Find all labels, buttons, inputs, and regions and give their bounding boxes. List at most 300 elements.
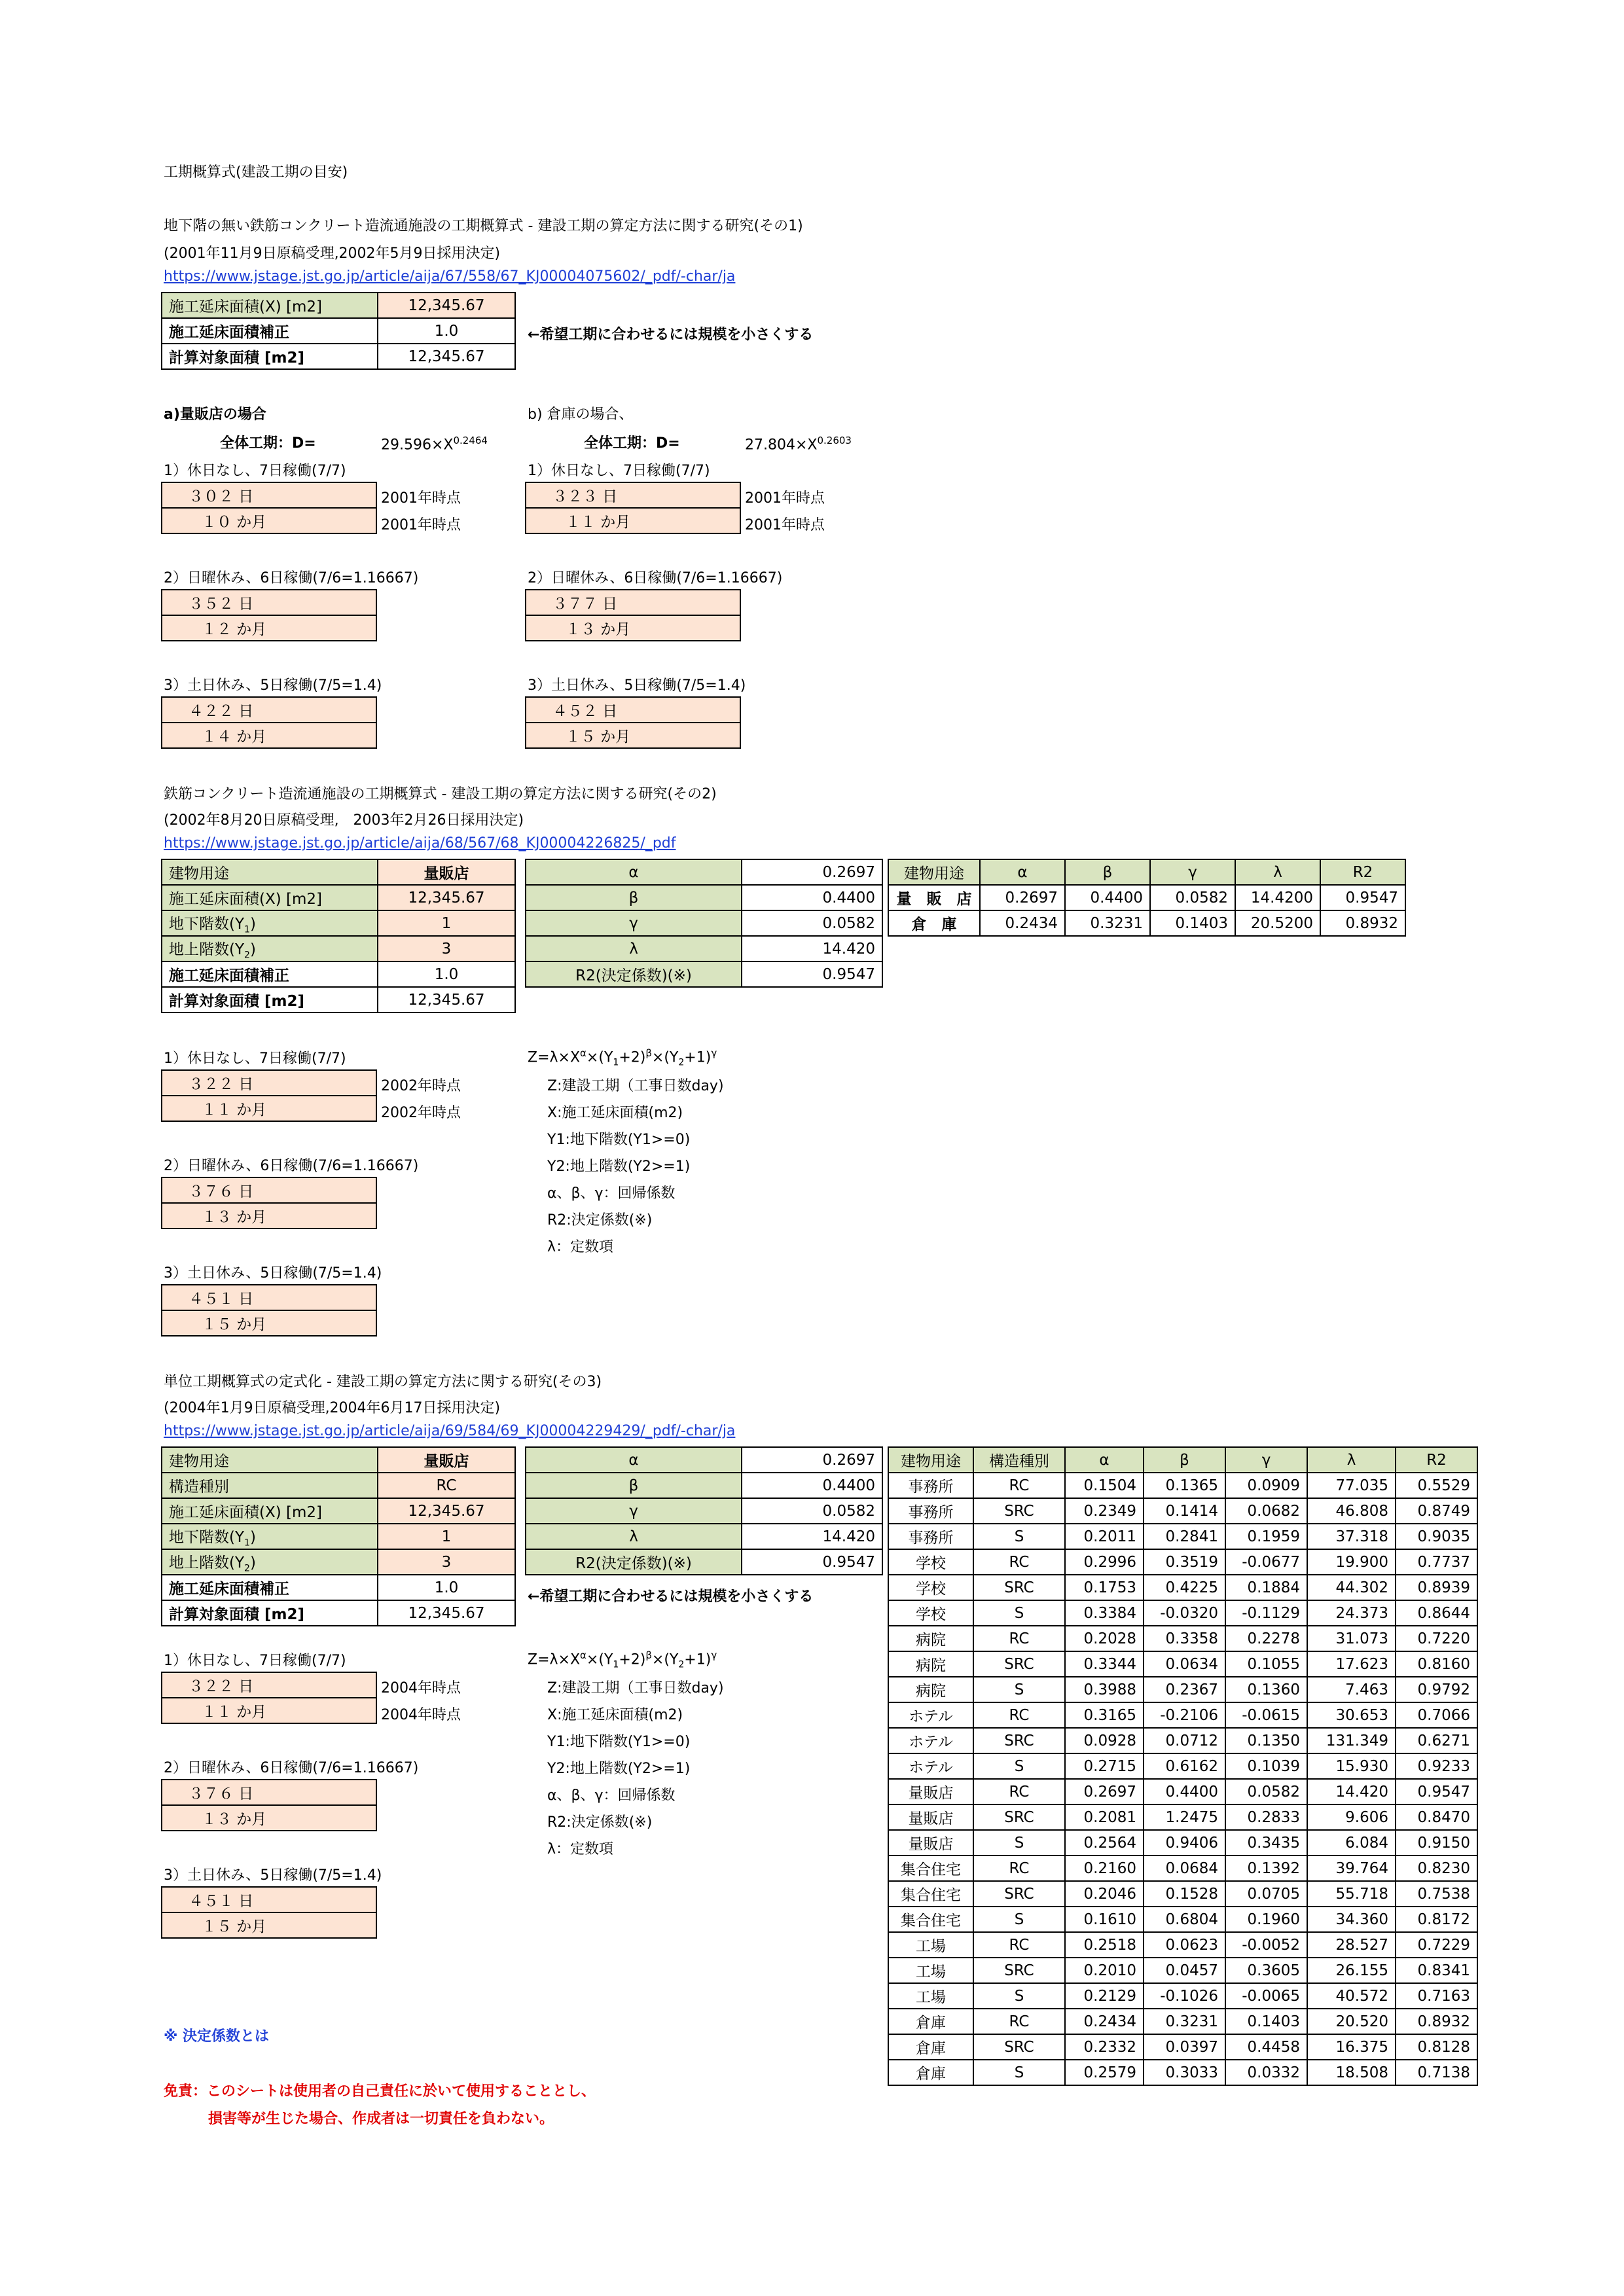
table-row — [888, 1779, 1477, 1804]
table-cell: 0.8470 — [1396, 1804, 1477, 1830]
table-cell: 事務所 — [888, 1524, 973, 1549]
table-cell: ホテル — [888, 1728, 973, 1753]
sec1-a-formula-label: 全体工期：D= — [220, 435, 316, 452]
table-cell: 20.520 — [1307, 2009, 1396, 2034]
coef-value: 0.0582 — [742, 1498, 882, 1524]
table-row — [888, 1728, 1477, 1753]
days-value: ３７６ 日 — [162, 1780, 376, 1805]
sec3-period2-table — [161, 1779, 377, 1831]
table-cell: 0.9792 — [1396, 1677, 1477, 1702]
table-cell: 0.8939 — [1396, 1575, 1477, 1600]
table-cell: 6.084 — [1307, 1830, 1396, 1856]
table-cell: -0.0615 — [1225, 1702, 1307, 1728]
table-row — [888, 1804, 1477, 1830]
input-label: 施工延床面積(X) [m2] — [162, 885, 378, 910]
table-cell: 0.0397 — [1144, 2034, 1225, 2060]
table-cell: 14.4200 — [1235, 885, 1320, 910]
table-cell: 0.0582 — [1150, 885, 1235, 910]
days-value: ３２２ 日 — [162, 1672, 376, 1698]
input-label: 施工延床面積(X) [m2] — [162, 1498, 378, 1524]
table-cell: 倉庫 — [888, 2009, 973, 2034]
table-cell: 0.2332 — [1065, 2034, 1144, 2060]
table-header: α — [1065, 1447, 1144, 1473]
calc-area-value: 12,345.67 — [378, 1600, 515, 1626]
building-use-select[interactable]: 量販店 — [378, 1447, 515, 1473]
table-cell: RC — [973, 1932, 1065, 1958]
legend-item: Z:建設工期（工事日数day) — [547, 1078, 724, 1094]
sec2-url-link[interactable]: https://www.jstage.jst.go.jp/article/aija/68/567/68_KJ00004226825/_pdf — [164, 835, 676, 852]
table-header: R2 — [1396, 1447, 1477, 1473]
table-cell: 0.0684 — [1144, 1856, 1225, 1881]
sec1-b-formula-label: 全体工期：D= — [584, 435, 680, 452]
table-cell: 24.373 — [1307, 1600, 1396, 1626]
sec1-b-period-heading: 2）日曜休み、6日稼働(7/6=1.16667) — [528, 570, 783, 586]
table-cell: 0.1414 — [1144, 1498, 1225, 1524]
sec1-dates: (2001年11月9日原稿受理,2002年5月9日採用決定) — [164, 245, 501, 262]
table-header: λ — [1235, 859, 1320, 885]
area-input[interactable]: 12,345.67 — [378, 885, 515, 910]
disclaimer-line-1: 免責：このシートは使用者の自己責任に於いて使用することとし、 — [164, 2083, 596, 2100]
table-header: λ — [1307, 1447, 1396, 1473]
sec3-title: 単位工期概算式の定式化 - 建設工期の算定方法に関する研究(その3) — [164, 1374, 602, 1390]
table-cell: 0.8932 — [1396, 2009, 1477, 2034]
table-row — [888, 1473, 1477, 1498]
table-cell: 0.4225 — [1144, 1575, 1225, 1600]
legend-item: λ：定数項 — [547, 1841, 614, 1857]
legend-item: Y1:地下階数(Y1>=0) — [547, 1734, 691, 1750]
input-label: 計算対象面積 [m2] — [162, 987, 378, 1013]
table-cell: 0.6804 — [1144, 1907, 1225, 1932]
table-cell: 工場 — [888, 1958, 973, 1983]
table-cell: 0.7066 — [1396, 1702, 1477, 1728]
table-cell: 0.1884 — [1225, 1575, 1307, 1600]
table-header: 構造種別 — [973, 1447, 1065, 1473]
table-cell: 26.155 — [1307, 1958, 1396, 1983]
disclaimer-line-2: 損害等が生じた場合、作成者は一切責任を負わない。 — [208, 2111, 554, 2127]
months-value: １３ か月 — [526, 615, 740, 641]
sec2-period-heading: 1）休日なし、7日稼働(7/7) — [164, 1050, 346, 1067]
table-cell: 0.2434 — [1065, 2009, 1144, 2034]
input-label: 地上階数$(Y_2)$ — [162, 1549, 378, 1575]
table-cell: 0.1350 — [1225, 1728, 1307, 1753]
table-cell: 0.3033 — [1144, 2060, 1225, 2085]
table-cell: 0.8128 — [1396, 2034, 1477, 2060]
months-value: １１ か月 — [526, 508, 740, 533]
sec2-title: 鉄筋コンクリート造流通施設の工期概算式 - 建設工期の算定方法に関する研究(その2) — [164, 786, 717, 802]
table-row — [888, 2060, 1477, 2085]
table-cell: RC — [973, 1549, 1065, 1575]
table-cell: 0.7220 — [1396, 1626, 1477, 1651]
sec1-b-title: b) 倉庫の場合、 — [528, 406, 634, 423]
table-cell: 0.6162 — [1144, 1753, 1225, 1779]
table-row — [888, 1856, 1477, 1881]
above-floors-input[interactable]: 3 — [378, 936, 515, 961]
table-cell: S — [973, 2060, 1065, 2085]
area-correction-input[interactable]: 1.0 — [378, 961, 515, 987]
coef-value: 14.420 — [742, 936, 882, 961]
table-header: β — [1144, 1447, 1225, 1473]
table-cell: 0.3988 — [1065, 1677, 1144, 1702]
coef-label: α — [526, 1447, 742, 1473]
table-cell: -0.0052 — [1225, 1932, 1307, 1958]
basement-floors-input[interactable]: 1 — [378, 1524, 515, 1549]
table-cell: 0.4400 — [1065, 885, 1150, 910]
sec3-period3-table — [161, 1886, 377, 1939]
table-cell: 0.0332 — [1225, 2060, 1307, 2085]
days-value: ３２３ 日 — [526, 482, 740, 508]
table-cell: 0.3435 — [1225, 1830, 1307, 1856]
input-row — [162, 293, 515, 318]
input-label: 施工延床面積補正 — [162, 1575, 378, 1600]
table-header: α — [980, 859, 1065, 885]
table-cell: 0.8230 — [1396, 1856, 1477, 1881]
table-cell: 集合住宅 — [888, 1856, 973, 1881]
table-cell: 0.9406 — [1144, 1830, 1225, 1856]
table-cell: 病院 — [888, 1651, 973, 1677]
table-cell: 0.1753 — [1065, 1575, 1144, 1600]
table-header: 建物用途 — [888, 1447, 973, 1473]
table-cell: 9.606 — [1307, 1804, 1396, 1830]
table-cell: RC — [973, 1702, 1065, 1728]
coef-value: 0.2697 — [742, 1447, 882, 1473]
table-row — [888, 1907, 1477, 1932]
sec2-period-heading: 2）日曜休み、6日稼働(7/6=1.16667) — [164, 1158, 419, 1174]
table-cell: 16.375 — [1307, 2034, 1396, 2060]
table-row — [888, 1651, 1477, 1677]
table-cell: 0.3231 — [1065, 910, 1150, 936]
legend-item: Y1:地下階数(Y1>=0) — [547, 1132, 691, 1148]
table-cell: 0.4400 — [1144, 1779, 1225, 1804]
sec1-b-period2-table — [525, 589, 741, 641]
sec1-b-period3-table — [525, 696, 741, 749]
table-cell: 0.9035 — [1396, 1524, 1477, 1549]
input-label: 建物用途 — [162, 859, 378, 885]
table-cell: 0.0712 — [1144, 1728, 1225, 1753]
coef-value: 14.420 — [742, 1524, 882, 1549]
area-correction-input[interactable]: 1.0 — [378, 318, 515, 344]
sec1-note: ←希望工期に合わせるには規模を小さくする — [528, 327, 814, 343]
months-value: １０ か月 — [162, 508, 376, 533]
table-cell: 0.1504 — [1065, 1473, 1144, 1498]
legend-item: R2:決定係数(※) — [547, 1212, 653, 1229]
table-cell: -0.1026 — [1144, 1983, 1225, 2009]
sec1-a-title: a)量販店の場合 — [164, 406, 266, 423]
sec1-b-period-heading: 1）休日なし、7日稼働(7/7) — [528, 463, 710, 479]
sec3-dates: (2004年1月9日原稿受理,2004年6月17日採用決定) — [164, 1400, 501, 1416]
months-value: １３ か月 — [162, 1203, 376, 1229]
table-cell: 0.1960 — [1225, 1907, 1307, 1932]
sec2-formula: $Z=\lambda\times X^\alpha\times(Y_1+2)^\beta\times(Y_2+1)^\gamma$ — [528, 1047, 717, 1068]
table-cell: 学校 — [888, 1575, 973, 1600]
sec3-reference-table — [888, 1446, 1478, 2086]
table-cell: 0.2129 — [1065, 1983, 1144, 2009]
area-correction-input[interactable]: 1.0 — [378, 1575, 515, 1600]
page-title: 工期概算式(建設工期の目安) — [164, 164, 348, 181]
table-cell: 0.9150 — [1396, 1830, 1477, 1856]
input-label: 施工延床面積(X) [m2] — [162, 293, 378, 318]
table-cell: 0.1959 — [1225, 1524, 1307, 1549]
days-value: ３７６ 日 — [162, 1177, 376, 1203]
table-cell: 0.3605 — [1225, 1958, 1307, 1983]
table-cell: 0.0457 — [1144, 1958, 1225, 1983]
table-cell: 0.9547 — [1320, 885, 1405, 910]
sec1-url-link[interactable]: https://www.jstage.jst.go.jp/article/aija/67/558/67_KJ00004075602/_pdf/-char/ja — [164, 268, 736, 285]
table-cell: 0.0682 — [1225, 1498, 1307, 1524]
months-value: １４ か月 — [162, 723, 376, 748]
table-cell: 工場 — [888, 1932, 973, 1958]
table-cell: -0.0065 — [1225, 1983, 1307, 2009]
table-cell: 工場 — [888, 1983, 973, 2009]
table-cell: RC — [973, 2009, 1065, 2034]
table-cell: 0.2046 — [1065, 1881, 1144, 1907]
table-row — [888, 1626, 1477, 1651]
table-cell: 15.930 — [1307, 1753, 1396, 1779]
sec1-a-period-heading: 3）土日休み、5日稼働(7/5=1.4) — [164, 677, 382, 694]
above-floors-input[interactable]: 3 — [378, 1549, 515, 1575]
table-cell: 0.7737 — [1396, 1549, 1477, 1575]
legend-item: α、β、γ：回帰係数 — [547, 1787, 676, 1804]
input-label: 計算対象面積 [m2] — [162, 344, 378, 369]
sec1-b-period-heading: 3）土日休み、5日稼働(7/5=1.4) — [528, 677, 746, 694]
days-value: ３７７ 日 — [526, 590, 740, 615]
sec1-a-period3-table — [161, 696, 377, 749]
table-cell: 131.349 — [1307, 1728, 1396, 1753]
table-cell: RC — [973, 1856, 1065, 1881]
table-cell: 0.3231 — [1144, 2009, 1225, 2034]
table-header: γ — [1225, 1447, 1307, 1473]
sec1-title: 地下階の無い鉄筋コンクリート造流通施設の工期概算式 - 建設工期の算定方法に関する研究(その1) — [164, 218, 803, 234]
table-cell: SRC — [973, 1804, 1065, 1830]
input-label: 計算対象面積 [m2] — [162, 1600, 378, 1626]
sec3-period-heading: 3）土日休み、5日稼働(7/5=1.4) — [164, 1867, 382, 1884]
area-input[interactable]: 12,345.67 — [378, 293, 515, 318]
table-cell: 学校 — [888, 1549, 973, 1575]
sec3-url-link[interactable]: https://www.jstage.jst.go.jp/article/aija/69/584/69_KJ00004229429/_pdf/-char/ja — [164, 1423, 736, 1439]
table-cell: 0.2081 — [1065, 1804, 1144, 1830]
input-label: 地下階数$(Y_1)$ — [162, 1524, 378, 1549]
table-cell: -0.2106 — [1144, 1702, 1225, 1728]
table-cell: SRC — [973, 1651, 1065, 1677]
table-cell: 倉庫 — [888, 2034, 973, 2060]
coef-value: 0.9547 — [742, 961, 882, 987]
sec1-b-period1-table — [525, 482, 741, 534]
structure-type-select[interactable]: RC — [378, 1473, 515, 1498]
table-row — [888, 1881, 1477, 1907]
table-row — [888, 1983, 1477, 2009]
table-cell: -0.0677 — [1225, 1549, 1307, 1575]
table-cell: 0.1055 — [1225, 1651, 1307, 1677]
table-cell: 0.8160 — [1396, 1651, 1477, 1677]
table-cell: S — [973, 1753, 1065, 1779]
table-cell: S — [973, 1600, 1065, 1626]
sec1-a-period-heading: 2）日曜休み、6日稼働(7/6=1.16667) — [164, 570, 419, 586]
table-cell: 0.2367 — [1144, 1677, 1225, 1702]
table-row — [888, 2009, 1477, 2034]
input-label: 地下階数$(Y_1)$ — [162, 910, 378, 936]
table-cell: 44.302 — [1307, 1575, 1396, 1600]
table-row — [888, 1932, 1477, 1958]
table-cell: 1.2475 — [1144, 1804, 1225, 1830]
sec1-a-period1-table — [161, 482, 377, 534]
sec2-reference-table — [888, 859, 1406, 937]
table-cell: 7.463 — [1307, 1677, 1396, 1702]
table-cell: 病院 — [888, 1626, 973, 1651]
sec3-coef-table — [525, 1446, 883, 1575]
coef-label: γ — [526, 910, 742, 936]
table-cell: 46.808 — [1307, 1498, 1396, 1524]
table-cell: 0.7538 — [1396, 1881, 1477, 1907]
table-cell: 0.8644 — [1396, 1600, 1477, 1626]
sec3-formula: $Z=\lambda\times X^\alpha\times(Y_1+2)^\beta\times(Y_2+1)^\gamma$ — [528, 1649, 717, 1670]
table-cell: 事務所 — [888, 1473, 973, 1498]
table-cell: 0.1360 — [1225, 1677, 1307, 1702]
table-cell: 0.8749 — [1396, 1498, 1477, 1524]
input-label: 施工延床面積補正 — [162, 318, 378, 344]
table-row — [888, 1600, 1477, 1626]
sec2-period2-table — [161, 1177, 377, 1229]
table-cell: 0.0705 — [1225, 1881, 1307, 1907]
months-value: １１ か月 — [162, 1698, 376, 1723]
table-cell: 18.508 — [1307, 2060, 1396, 2085]
table-row — [888, 1549, 1477, 1575]
table-cell: 19.900 — [1307, 1549, 1396, 1575]
table-cell: 0.8932 — [1320, 910, 1405, 936]
table-cell: 30.653 — [1307, 1702, 1396, 1728]
table-cell: RC — [973, 1626, 1065, 1651]
sec1-a-period-heading: 1）休日なし、7日稼働(7/7) — [164, 463, 346, 479]
table-cell: 20.5200 — [1235, 910, 1320, 936]
coef-value: 0.4400 — [742, 885, 882, 910]
coef-label: R2(決定係数)(※) — [526, 1549, 742, 1575]
table-cell: RC — [973, 1779, 1065, 1804]
table-cell: 0.2349 — [1065, 1498, 1144, 1524]
table-cell: 0.0623 — [1144, 1932, 1225, 1958]
days-value: ３２２ 日 — [162, 1070, 376, 1096]
table-cell: 0.1610 — [1065, 1907, 1144, 1932]
days-value: ４５２ 日 — [526, 697, 740, 723]
coef-label: α — [526, 859, 742, 885]
table-row — [888, 1575, 1477, 1600]
table-cell: 0.7163 — [1396, 1983, 1477, 2009]
table-cell: SRC — [973, 1881, 1065, 1907]
coef-label: β — [526, 1473, 742, 1498]
table-cell: 0.8172 — [1396, 1907, 1477, 1932]
footnote-link[interactable]: ※ 決定係数とは — [164, 2028, 270, 2045]
table-cell: 0.2833 — [1225, 1804, 1307, 1830]
days-value: ３０２ 日 — [162, 482, 376, 508]
table-cell: RC — [973, 1473, 1065, 1498]
sec1-input-table — [161, 292, 516, 370]
table-cell: 0.2697 — [1065, 1779, 1144, 1804]
table-cell: 学校 — [888, 1600, 973, 1626]
table-cell: 0.3344 — [1065, 1651, 1144, 1677]
table-cell: 0.2160 — [1065, 1856, 1144, 1881]
sec3-period-heading: 1）休日なし、7日稼働(7/7) — [164, 1653, 346, 1669]
table-cell: 量 販 店 — [888, 885, 980, 910]
table-cell: 量販店 — [888, 1830, 973, 1856]
table-cell: 0.1403 — [1150, 910, 1235, 936]
table-cell: 病院 — [888, 1677, 973, 1702]
table-cell: 0.2564 — [1065, 1830, 1144, 1856]
table-cell: S — [973, 1830, 1065, 1856]
table-cell: 0.1528 — [1144, 1881, 1225, 1907]
sec3-table-body — [888, 1473, 1477, 2085]
table-cell: 0.4458 — [1225, 2034, 1307, 2060]
sec1-a-period2-table — [161, 589, 377, 641]
basement-floors-input[interactable]: 1 — [378, 910, 515, 936]
table-row — [888, 1702, 1477, 1728]
table-cell: -0.1129 — [1225, 1600, 1307, 1626]
table-cell: 0.0582 — [1225, 1779, 1307, 1804]
table-header: γ — [1150, 859, 1235, 885]
table-cell: 34.360 — [1307, 1907, 1396, 1932]
table-cell: 0.2011 — [1065, 1524, 1144, 1549]
table-cell: 0.2010 — [1065, 1958, 1144, 1983]
table-cell: S — [973, 1677, 1065, 1702]
table-row — [888, 2034, 1477, 2060]
table-row — [888, 1524, 1477, 1549]
table-cell: 0.0928 — [1065, 1728, 1144, 1753]
legend-item: Y2:地上階数(Y2>=1) — [547, 1761, 691, 1777]
table-row — [888, 1958, 1477, 1983]
sec3-period1-table — [161, 1672, 377, 1724]
table-cell: 0.2841 — [1144, 1524, 1225, 1549]
coef-label: R2(決定係数)(※) — [526, 961, 742, 987]
sec2-period1-table — [161, 1069, 377, 1122]
table-cell: ホテル — [888, 1753, 973, 1779]
building-use-select[interactable]: 量販店 — [378, 859, 515, 885]
legend-item: λ：定数項 — [547, 1239, 614, 1255]
table-cell: S — [973, 1983, 1065, 2009]
input-label: 構造種別 — [162, 1473, 378, 1498]
sec2-coef-table — [525, 859, 883, 988]
months-value: １１ か月 — [162, 1096, 376, 1121]
table-cell: 倉庫 — [888, 2060, 973, 2085]
table-cell: 0.2518 — [1065, 1932, 1144, 1958]
input-label: 施工延床面積補正 — [162, 961, 378, 987]
table-cell: 0.2028 — [1065, 1626, 1144, 1651]
area-input[interactable]: 12,345.67 — [378, 1498, 515, 1524]
year-note: 2002年時点 — [381, 1078, 461, 1094]
sec2-period3-table — [161, 1284, 377, 1336]
sec3-period-heading: 2）日曜休み、6日稼働(7/6=1.16667) — [164, 1760, 419, 1776]
table-cell: 0.7229 — [1396, 1932, 1477, 1958]
sec1-b-formula: $27.804\times X^{0.2603}$ — [745, 435, 852, 454]
table-cell: SRC — [973, 2034, 1065, 2060]
table-cell: 倉 庫 — [888, 910, 980, 936]
year-note: 2001年時点 — [745, 517, 825, 533]
calc-area-value: 12,345.67 — [378, 987, 515, 1013]
table-header: 建物用途 — [888, 859, 980, 885]
table-cell: 0.1403 — [1225, 2009, 1307, 2034]
table-cell: 37.318 — [1307, 1524, 1396, 1549]
table-cell: SRC — [973, 1958, 1065, 1983]
table-cell: 集合住宅 — [888, 1881, 973, 1907]
table-cell: 0.9233 — [1396, 1753, 1477, 1779]
sec3-input-table — [161, 1446, 516, 1626]
table-cell: 0.1392 — [1225, 1856, 1307, 1881]
sec1-a-formula: $29.596\times X^{0.2464}$ — [381, 435, 488, 454]
sec2-period-heading: 3）土日休み、5日稼働(7/5=1.4) — [164, 1265, 382, 1282]
table-cell: 量販店 — [888, 1779, 973, 1804]
input-label: 地上階数$(Y_2)$ — [162, 936, 378, 961]
table-cell: 0.0909 — [1225, 1473, 1307, 1498]
input-row — [162, 344, 515, 369]
table-cell: SRC — [973, 1575, 1065, 1600]
legend-item: Y2:地上階数(Y2>=1) — [547, 1158, 691, 1175]
table-row — [888, 1677, 1477, 1702]
input-row — [162, 318, 515, 344]
